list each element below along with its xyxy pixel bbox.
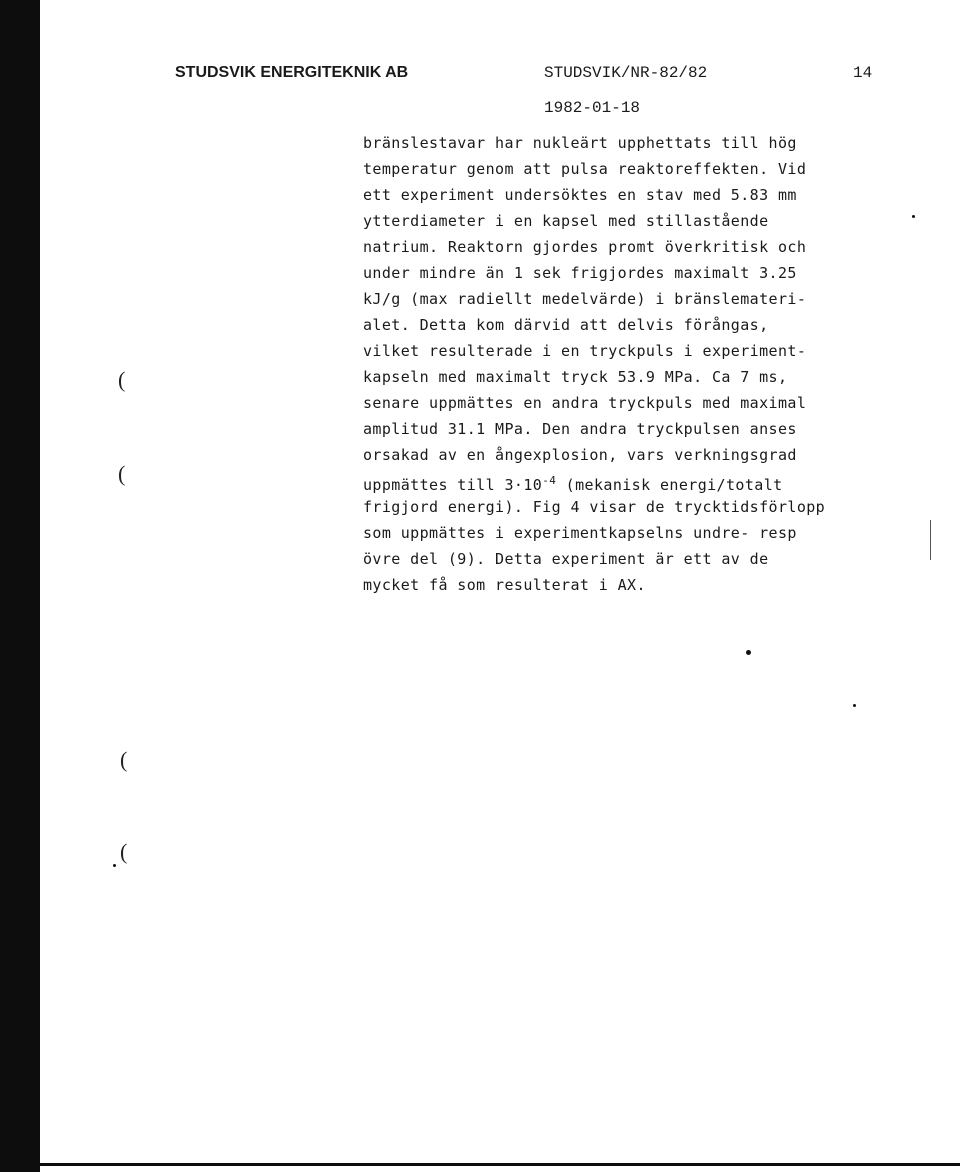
- scan-speck: [912, 215, 915, 218]
- body-line: amplitud 31.1 MPa. Den andra tryckpulsen anses: [363, 420, 797, 438]
- body-line: orsakad av en ångexplosion, vars verkningsgrad: [363, 446, 797, 464]
- scan-speck: [853, 704, 856, 707]
- body-line: under mindre än 1 sek frigjordes maximalt 3.25: [363, 264, 797, 282]
- report-id: STUDSVIK/NR-82/82: [544, 64, 708, 82]
- body-line: frigjord energi). Fig 4 visar de trycktidsförlopp: [363, 498, 826, 516]
- scan-bottom-rule: [40, 1163, 960, 1166]
- scan-speck: [746, 650, 751, 655]
- exponent-line-start: uppmättes till 3·10: [363, 476, 543, 494]
- body-line: kJ/g (max radiellt medelvärde) i bränslemateri-: [363, 290, 807, 308]
- scan-edge-mark: [930, 520, 931, 560]
- body-line: temperatur genom att pulsa reaktoreffekten. Vid: [363, 160, 807, 178]
- body-line: ett experiment undersöktes en stav med 5.83 mm: [363, 186, 797, 204]
- body-line: som uppmättes i experimentkapselns undre- resp: [363, 524, 797, 542]
- body-line: natrium. Reaktorn gjordes promt överkritisk och: [363, 238, 807, 256]
- scan-left-edge-bar: [0, 0, 40, 1172]
- company-name: STUDSVIK ENERGITEKNIK AB: [175, 64, 409, 81]
- margin-mark: (: [118, 461, 126, 486]
- report-date: 1982-01-18: [544, 99, 641, 117]
- exponent-superscript: -4: [542, 474, 557, 487]
- body-line: ytterdiameter i en kapsel med stillastående: [363, 212, 769, 230]
- scan-speck: [113, 864, 116, 867]
- page-number: 14: [853, 64, 873, 82]
- body-line: alet. Detta kom därvid att delvis förångas,: [363, 316, 769, 334]
- body-line: vilket resulterade i en tryckpuls i experiment-: [363, 342, 807, 360]
- margin-mark: (: [120, 839, 128, 864]
- body-line: bränslestavar har nukleärt upphettats till hög: [363, 134, 797, 152]
- body-line: övre del (9). Detta experiment är ett av de: [363, 550, 769, 568]
- body-line: kapseln med maximalt tryck 53.9 MPa. Ca 7 ms,: [363, 368, 788, 386]
- margin-mark: (: [118, 367, 126, 392]
- body-line: mycket få som resulterat i AX.: [363, 576, 646, 594]
- body-paragraph: [363, 130, 923, 598]
- body-line-with-exponent: [363, 468, 923, 494]
- margin-mark: (: [120, 747, 128, 772]
- exponent-line-end: (mekanisk energi/totalt: [556, 476, 783, 494]
- body-line: senare uppmättes en andra tryckpuls med maximal: [363, 394, 807, 412]
